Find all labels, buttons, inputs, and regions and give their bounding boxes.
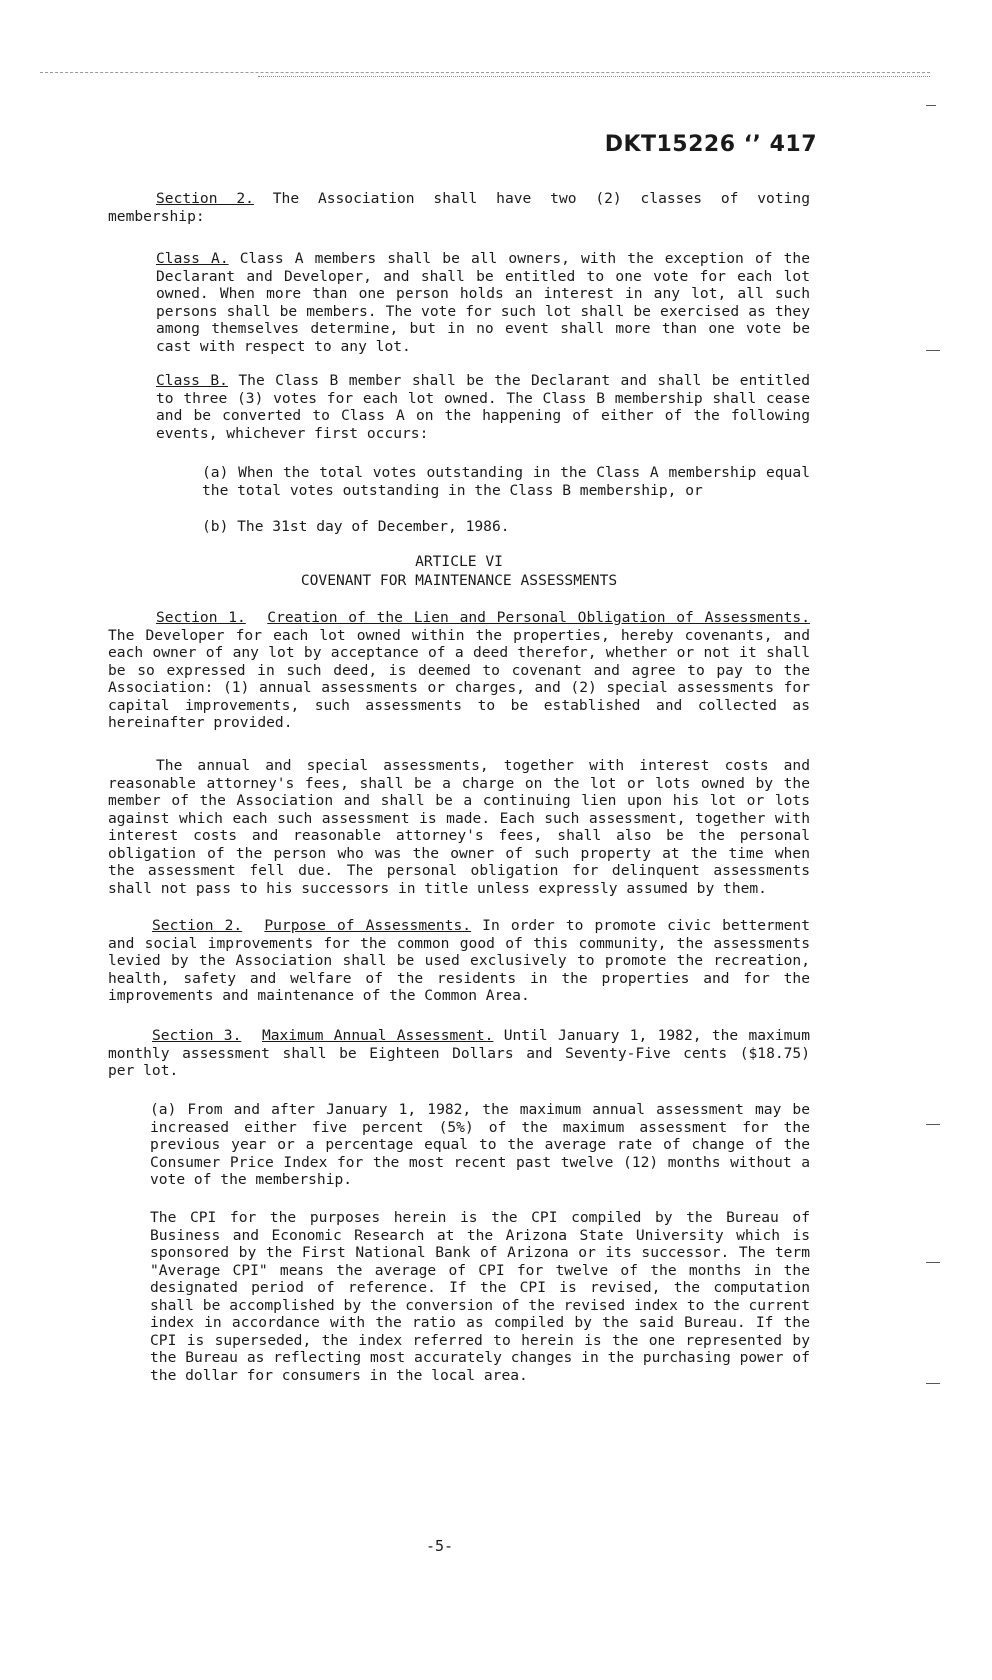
section-3-paragraph: [108, 1027, 810, 1080]
scan-artifact-line: [258, 76, 930, 77]
section-title: Purpose of Assessments.: [264, 917, 472, 934]
paragraph-text: The Class B member shall be the Declarant and shall be entitled to three (3) votes for each lot owned. The Class B membership shall cease and be converted to Class A on the happening of either of the following events, whichever first occurs:: [156, 372, 810, 442]
paragraph-text: The Association shall have two (2) classes of voting membership:: [108, 190, 810, 225]
article-title: COVENANT FOR MAINTENANCE ASSESSMENTS: [300, 572, 618, 589]
section-title: Maximum Annual Assessment.: [261, 1027, 494, 1044]
paragraph-text: Class A members shall be all owners, with the exception of the Declarant and Developer, and shall be entitled to one vote for each lot owned. When more than one person holds an interest in any lot, all such persons shall be members. The vote for such lot shall be exercised as they among themselves determine, but in no event shall more than one vote be cast with respect to any lot.: [156, 250, 810, 355]
margin-mark: [926, 350, 940, 351]
article-number: ARTICLE VI: [415, 553, 503, 570]
margin-mark: [926, 1383, 940, 1384]
section-2-paragraph: [108, 917, 810, 1005]
margin-mark: [926, 1124, 940, 1125]
section-title: Creation of the Lien and Personal Obligation of Assessments.: [267, 609, 810, 626]
membership-paragraph: [108, 190, 810, 225]
paragraph-text: The Developer for each lot owned within the properties, hereby covenants, and each owner of any lot by acceptance of a deed therefor, whether or not it shall be so expressed in such deed, is deemed to covenant and agree to pay to the Association: (1) annual assessments or charges, and (2) special assessments for capital improvements, such assessments to be established and collected as hereinafter provided.: [108, 626, 810, 731]
paragraph-text: Until January 1, 1982, the maximum monthly assessment shall be Eighteen Dollars and Seventy-Five cents ($18.75) per lot.: [108, 1027, 810, 1079]
section-1-paragraph-2: The annual and special assessments, together with interest costs and reasonable attorney's fees, shall be a charge on the lot or lots owned by the member of the Association and shall be a continuing lien upon his lot or lots against which each such assessment is made. Each such assessment, together with interest costs and reasonable attorney's fees, shall also be the personal obligation of the person who was the owner of such property at the time when the assessment fell due. The personal obligation for delinquent assessments shall not pass to his successors in title unless expressly assumed by them.: [108, 757, 810, 897]
margin-mark: [926, 105, 936, 106]
section-heading: Section 2.: [156, 190, 254, 207]
class-heading: Class A.: [156, 250, 229, 267]
docket-number: DKT15226 ‘’ 417: [604, 132, 817, 157]
paragraph-text: In order to promote civic betterment and social improvements for the common good of this community, the assessments levied by the Association shall be used exclusively to promote the recreation, health, safety and welfare of the residents in the properties and for the improvements and maintenance of the Common Area.: [108, 917, 810, 1004]
class-b-item-a: (a) When the total votes outstanding in the Class A membership equal the total votes outstanding in the Class B membership, or: [202, 464, 810, 499]
page-number: -5-: [426, 1537, 454, 1555]
class-a-paragraph: [156, 250, 810, 355]
margin-mark: [926, 1262, 940, 1263]
section-heading: Section 2.: [152, 917, 243, 934]
section-3-item-a: (a) From and after January 1, 1982, the maximum annual assessment may be increased either five percent (5%) of the maximum assessment for the previous year or a percentage equal to the average rate of change of the Consumer Price Index for the most recent past twelve (12) months without a vote of the membership.: [150, 1101, 810, 1188]
section-heading: Section 1.: [156, 609, 246, 626]
class-b-item-b: (b) The 31st day of December, 1986.: [202, 518, 510, 535]
section-1-paragraph: [108, 609, 810, 732]
section-heading: Section 3.: [152, 1027, 242, 1044]
cpi-paragraph: The CPI for the purposes herein is the CPI compiled by the Bureau of Business and Economic Research at the Arizona State University which is sponsored by the First National Bank of Arizona or its successor. The term "Average CPI" means the average of CPI for twelve of the months in the designated period of reference. If the CPI is revised, the computation shall be accomplished by the conversion of the revised index to the current index in accordance with the ratio as compiled by the said Bureau. If the CPI is superseded, the index referred to herein is the one represented by the Bureau as reflecting most accurately changes in the purchasing power of the dollar for consumers in the local area.: [150, 1209, 810, 1384]
class-b-paragraph: [156, 372, 810, 442]
class-heading: Class B.: [156, 372, 228, 389]
scan-artifact-line: [40, 60, 930, 73]
